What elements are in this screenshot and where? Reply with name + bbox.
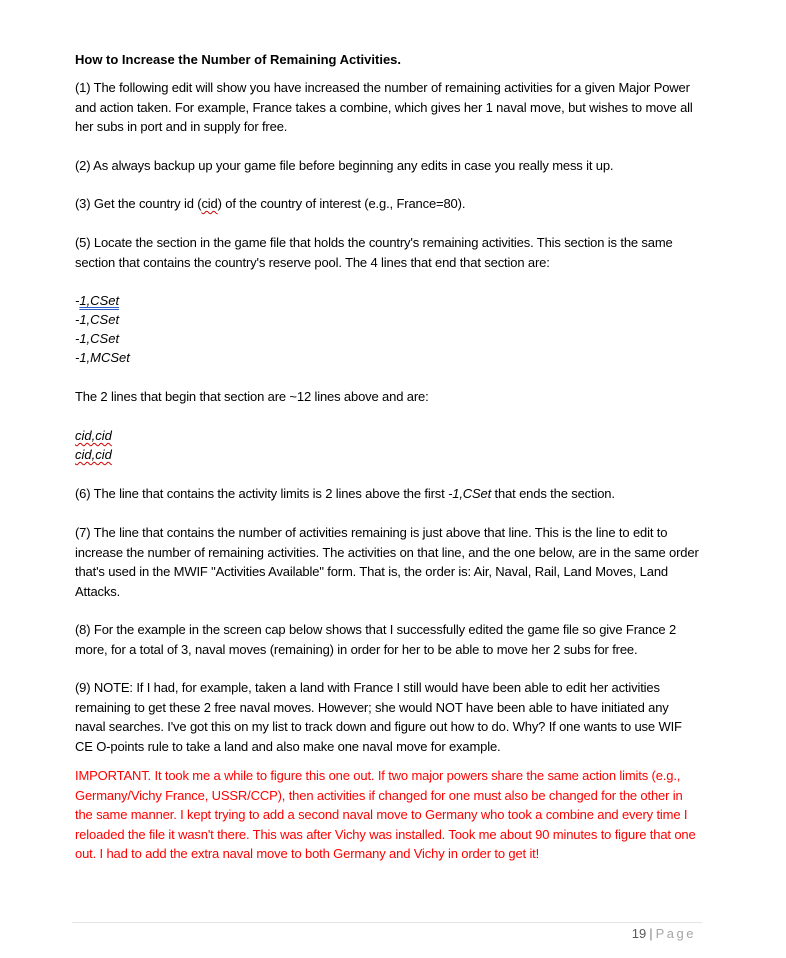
page-number: 19 — [631, 926, 647, 941]
paragraph-6-after: that ends the section. — [491, 486, 615, 501]
paragraph-9: (9) NOTE: If I had, for example, taken a land with France I still would have been able to edit her activities remaining to get these 2 free naval moves. However; she would NOT have been able to have initiated any naval searches. I've got this on my list to track down and figure out how to do. Why? If one wants to use WIF CE O-points rule to take a land and also make one naval move for example. — [75, 680, 682, 754]
paragraph-8: (8) For the example in the screen cap below shows that I successfully edited the game file so give France 2 more, for a total of 3, naval moves (remaining) in order for her to be able to move her 2 subs for free. — [75, 622, 677, 657]
paragraph-7: (7) The line that contains the number of activities remaining is just above that line. This is the line to edit to increase the number of remaining activities. The activities on that line, and the one below, are in the same order that's used in the MWIF "Activities Available" form. That is, the order is: Air, Naval, Rail, Land Moves, Land Attacks. — [75, 525, 699, 599]
paragraph-6-before: (6) The line that contains the activity limits is 2 lines above the first — [75, 486, 449, 501]
paragraph-3 — [75, 194, 700, 214]
end-line-2: -1,CSet — [75, 312, 120, 327]
page-footer — [632, 926, 696, 941]
paragraph-5: (5) Locate the section in the game file that holds the country's remaining activities. This section is the same section that contains the country's reserve pool. The 4 lines that end that section are: — [75, 235, 673, 270]
begin-line-2 — [75, 445, 112, 464]
paragraph-1: (1) The following edit will show you have increased the number of remaining activities for a given Major Power and action taken. For example, France takes a combine, which gives her 1 naval move, but wishes to move all her subs in port and in supply for free. — [75, 80, 693, 134]
section-title: How to Increase the Number of Remaining Activities. — [75, 52, 402, 67]
paragraph-3-before: (3) Get the country id ( — [75, 196, 202, 211]
end-line-1-dash: - — [75, 293, 80, 308]
paragraph-6-code: -1,CSet — [448, 486, 492, 501]
cid-term: cid — [201, 196, 218, 211]
paragraph-2: (2) As always backup up your game file before beginning any edits in case you really mess it up. — [75, 158, 614, 173]
footer-separator: | — [649, 926, 653, 941]
footer-divider — [72, 922, 702, 923]
begin-line-1 — [75, 426, 112, 445]
paragraph-3-after: ) of the country of interest (e.g., France=80). — [217, 196, 466, 211]
end-line-1-text: 1,CSet — [79, 293, 120, 308]
begin-line-2-text: cid,cid — [75, 447, 112, 462]
end-line-4: -1,MCSet — [75, 350, 130, 365]
begin-line-1-text: cid,cid — [75, 428, 112, 443]
end-line-1 — [75, 291, 119, 310]
paragraph-6 — [75, 484, 700, 504]
begin-lines-intro: The 2 lines that begin that section are ~12 lines above and are: — [75, 389, 429, 404]
end-line-3: -1,CSet — [75, 331, 120, 346]
important-note: IMPORTANT. It took me a while to figure this one out. If two major powers share the same action limits (e.g., Germany/Vichy France, USSR/CCP), then activities if changed for one must also be changed for the other in the same manner. I kept trying to add a second naval move to Germany who took a combine and every time I reloaded the file it wasn't there. This was after Vichy was installed. Took me about 90 minutes to figure that one out. I had to add the extra naval move to both Germany and Vichy in order to get it! — [75, 768, 696, 861]
page-label: Page — [655, 926, 696, 941]
